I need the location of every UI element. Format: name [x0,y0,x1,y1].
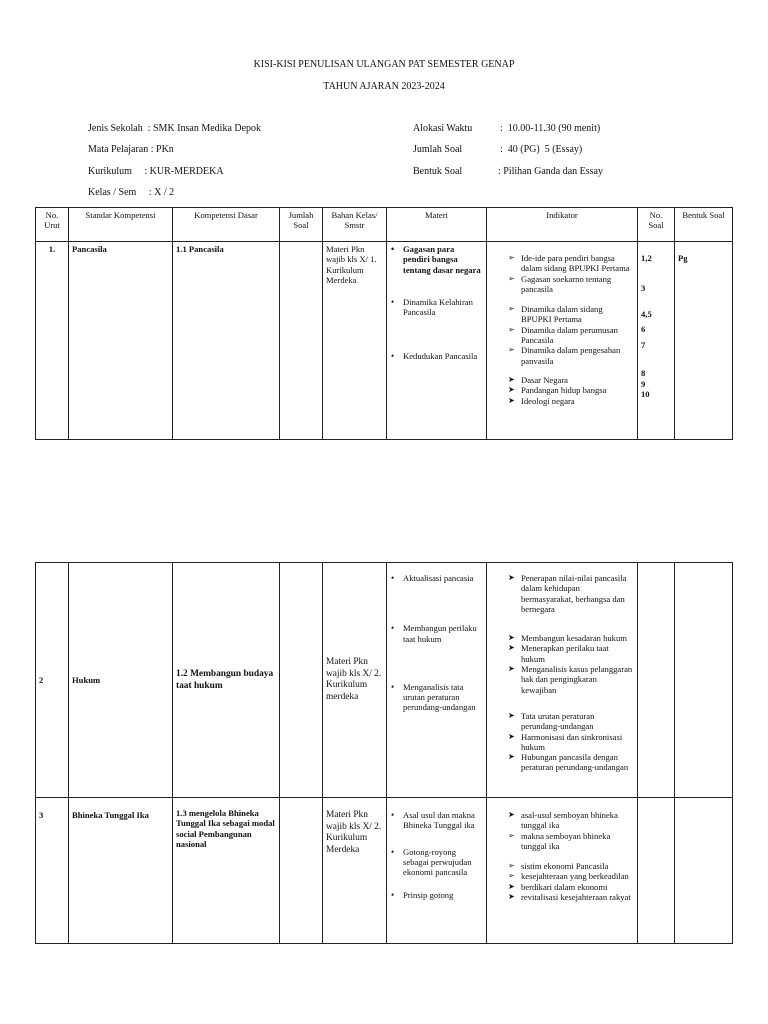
header-bahan: Bahan Kelas/ Smstr [323,208,387,242]
indikator-item: ➤ Menerapkan perilaku taat hukum [508,643,634,664]
materi-item: • Prinsip gotong [390,890,483,900]
materi-item: • Asal usul dan makna Bhineka Tunggal ika [390,810,483,831]
row3-kompetensi: 1.3 mengelola Bhineka Tunggal Ika sebagai modal social Pembangunan nasional [173,798,280,944]
indikator-item: ➤ Membangun kesadaran hukum [508,633,634,643]
document-subtitle: TAHUN AJARAN 2023-2024 [323,81,445,92]
indikator-item: ➢ Dinamika dalam perumusan Pancasila [508,325,634,346]
row1-no: 1. [36,242,69,440]
header-no: No. Urut [36,208,69,242]
row3-indikator [487,798,638,944]
row2-kompetensi: 1.2 Membangun budaya taat hukum [173,563,280,798]
row2-materi [387,563,487,798]
nosoal-item: 1,2 [641,253,652,263]
row2-bahan: Materi Pkn wajib kls X/ 2. Kurikulum merdeka [323,563,387,798]
indikator-item: ➢ Dinamika dalam pengesahan panvasila [508,345,634,366]
header-materi: Materi [387,208,487,242]
header-bentuk: Bentuk Soal [675,208,733,242]
indikator-item: ➤ revitalisasi kesejahteraan rakyat [508,892,634,902]
indikator-item: ➤ asal-usul semboyan bhineka tunggal ika [508,810,634,831]
nosoal-item: 4,5 [641,308,652,319]
indikator-item: ➢ Ide-ide para pendiri bangsa dalam sidang BPUPKI Pertama [508,253,634,274]
info-form-label: Bentuk Soal [413,166,463,177]
nosoal-item: 10 [641,389,650,400]
nosoal-item: 8 [641,368,646,379]
row1-materi [387,242,487,440]
table-row [36,798,733,944]
info-count-value: : 40 (PG) 5 (Essay) [500,144,583,155]
info-subject: Mata Pelajaran : PKn [88,144,174,155]
indikator-item: ➤ Hubungan pancasila dengan peraturan perundang-undangan [508,752,634,773]
table-row [36,242,733,440]
row3-bentuk [675,798,733,944]
grid-table-page2 [35,562,733,944]
document-title: KISI-KISI PENULISAN ULANGAN PAT SEMESTER GENAP [253,59,515,70]
row1-jumlah [280,242,323,440]
indikator-item: ➤ Ideologi negara [508,396,634,406]
row1-kompetensi: 1.1 Pancasila [173,242,280,440]
info-form-value: : Pilihan Ganda dan Essay [498,166,603,177]
materi-item: • Menganalisis tata urutan peraturan perundang-undangan [390,682,483,713]
row3-standar: Bhineka Tunggal Ika [69,798,173,944]
nosoal-item: 6 [641,323,646,334]
materi-item: • Gagasan para pendiri bangsa tentang dasar negara [390,244,483,275]
row2-nosoal [638,563,675,798]
indikator-item: ➢ makna semboyan bhineka tunggal ika [508,831,634,852]
row1-indikator [487,242,638,440]
row1-bahan: Materi Pkn wajib kls X/ 1. Kurikulum Merdeka [323,242,387,440]
header-jumlah: Jumlah Soal [280,208,323,242]
info-time-value: : 10.00-11.30 (90 menit) [500,123,601,134]
header-indikator: Indikator [487,208,638,242]
row2-indikator [487,563,638,798]
grid-table-page1 [35,207,733,440]
indikator-item: ➢ Dinamika dalam sidang BPUPKI Pertama [508,304,634,325]
table-row [36,563,733,798]
info-school: Jenis Sekolah : SMK Insan Medika Depok [88,123,262,134]
indikator-item: ➢ kesejahteraan yang berkeadilan [508,871,634,881]
indikator-item: ➤ Penerapan nilai-nilai pancasila dalam kehidupan bermasyarakat, berbangsa dan bernegara [508,573,634,614]
row2-jumlah [280,563,323,798]
nosoal-item: 3 [641,283,646,294]
materi-item: • Membangun perilaku taat hukum [390,623,483,644]
indikator-item: ➢ Gagasan soekarno tentang pancasila [508,274,634,295]
row3-materi [387,798,487,944]
indikator-item: ➤ Dasar Negara [508,375,634,385]
row1-bentuk [675,242,733,440]
indikator-item: ➤ Harmonisasi dan sinkronisasi hukum [508,732,634,753]
info-time-label: Alokasi Waktu [413,123,473,134]
header-kompetensi: Kompetensi Dasar [173,208,280,242]
info-class: Kelas / Sem : X / 2 [88,187,175,198]
materi-item: • Kedudukan Pancasila [390,351,483,361]
indikator-item: ➤ Pandangan hidup bangsa [508,385,634,395]
row1-nosoal [638,242,675,440]
row2-standar: Hukum [69,563,173,798]
info-count-label: Jumlah Soal [413,144,463,155]
row3-no: 3 [36,798,69,944]
row1-bentuk-text: Pg [678,253,688,263]
nosoal-item: 9 [641,378,646,389]
materi-item: • Aktualisasi pancasia [390,573,483,583]
row3-jumlah [280,798,323,944]
nosoal-item: 7 [641,340,646,351]
row3-nosoal [638,798,675,944]
row1-standar: Pancasila [69,242,173,440]
materi-item: • Gotong-royong sebagai perwujudan ekonomi pancasila [390,847,483,878]
materi-item: • Dinamika Kelahiran Pancasila [390,297,483,318]
header-standar: Standar Kompetensi [69,208,173,242]
row2-bentuk [675,563,733,798]
indikator-item: ➤ berdikari dalam ekonomi [508,882,634,892]
indikator-item: ➤ Tata urutan peraturan perundang-undangan [508,711,634,732]
row3-bahan: Materi Pkn wajib kls X/ 2. Kurikulum Merdeka [323,798,387,944]
info-curriculum: Kurikulum : KUR-MERDEKA [88,166,224,177]
row2-no: 2 [36,563,69,798]
indikator-item: ➢ sistim ekonomi Pancasila [508,861,634,871]
header-nosoal: No. Soal [638,208,675,242]
header-row [36,208,733,242]
indikator-item: ➤ Menganalisis kasus pelanggaran hak dan pengingkaran kewajiban [508,664,634,695]
